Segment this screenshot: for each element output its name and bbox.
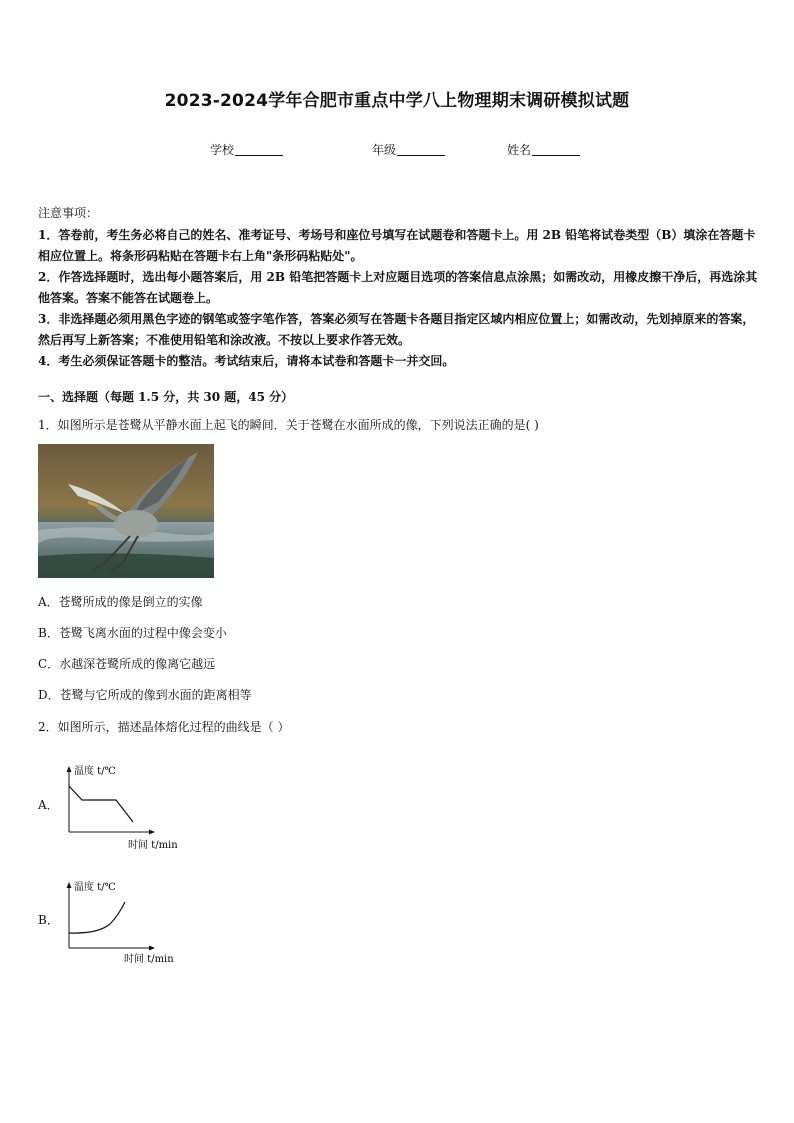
grade-label: 年级 xyxy=(372,143,397,157)
grade-blank xyxy=(397,143,445,156)
note-item: 3．非选择题必须用黑色字迹的钢笔或签字笔作答，答案必须写在答题卡各题目指定区域内相应位置上；如需改动，先划掉原来的答案，然后再写上新答案；不准使用铅笔和涂改液。不按以上要求作答无效。 xyxy=(38,312,755,347)
graph-b xyxy=(58,876,188,970)
name-blank xyxy=(532,143,580,156)
question-1-option-a: A．苍鹭所成的像是倒立的实像 xyxy=(38,595,203,609)
section-title: 一、选择题（每题 1.5 分，共 30 题，45 分） xyxy=(38,390,294,404)
school-field xyxy=(210,141,283,158)
name-label: 姓名 xyxy=(507,143,532,157)
graph-b-y-label: 温度 t/℃ xyxy=(74,882,116,893)
heron-photo xyxy=(38,444,214,578)
graph-b-letter: B． xyxy=(38,913,59,927)
question-1-option-c: C．水越深苍鹭所成的像离它越远 xyxy=(38,657,216,671)
graph-a-letter: A． xyxy=(38,798,59,812)
question-2-stem: 2．如图所示，描述晶体熔化过程的曲线是（ ） xyxy=(38,720,290,734)
notes-heading: 注意事项： xyxy=(38,206,99,220)
graph-b-curve xyxy=(69,902,125,933)
graph-a xyxy=(58,760,188,854)
question-1-stem: 1．如图所示是苍鹭从平静水面上起飞的瞬间．关于苍鹭在水面所成的像，下列说法正确的是( ) xyxy=(38,418,539,432)
question-1-option-b: B．苍鹭飞离水面的过程中像会变小 xyxy=(38,626,227,640)
graph-b-x-label: 时间 t/min xyxy=(124,954,174,965)
school-blank xyxy=(235,143,283,156)
question-1-option-d: D．苍鹭与它所成的像到水面的距离相等 xyxy=(38,688,252,702)
page-title: 2023-2024学年合肥市重点中学八上物理期末调研模拟试题 xyxy=(164,91,630,111)
graph-b-y-arrow xyxy=(67,882,72,888)
school-label: 学校 xyxy=(210,143,235,157)
graph-a-x-arrow xyxy=(149,830,155,835)
graph-a-y-arrow xyxy=(67,766,72,772)
notes-block xyxy=(38,203,762,372)
note-item: 4．考生必须保证答题卡的整洁。考试结束后，请将本试卷和答题卡一并交回。 xyxy=(38,354,455,368)
heron-image xyxy=(38,444,214,578)
graph-a-x-label: 时间 t/min xyxy=(128,840,178,851)
graph-a-curve xyxy=(69,786,133,822)
name-field xyxy=(507,141,580,158)
graph-a-y-label: 温度 t/℃ xyxy=(74,766,116,777)
note-item: 2．作答选择题时，选出每小题答案后，用 2B 铅笔把答题卡上对应题目选项的答案信息点涂黑；如需改动，用橡皮擦干净后，再选涂其他答案。答案不能答在试题卷上。 xyxy=(38,270,758,305)
note-item: 1．答卷前，考生务必将自己的姓名、准考证号、考场号和座位号填写在试题卷和答题卡上。用 2B 铅笔将试卷类型（B）填涂在答题卡相应位置上。将条形码粘贴在答题卡右上角"条形码粘贴处"。 xyxy=(38,228,756,263)
graph-b-x-arrow xyxy=(149,946,155,951)
grade-field xyxy=(372,141,445,158)
